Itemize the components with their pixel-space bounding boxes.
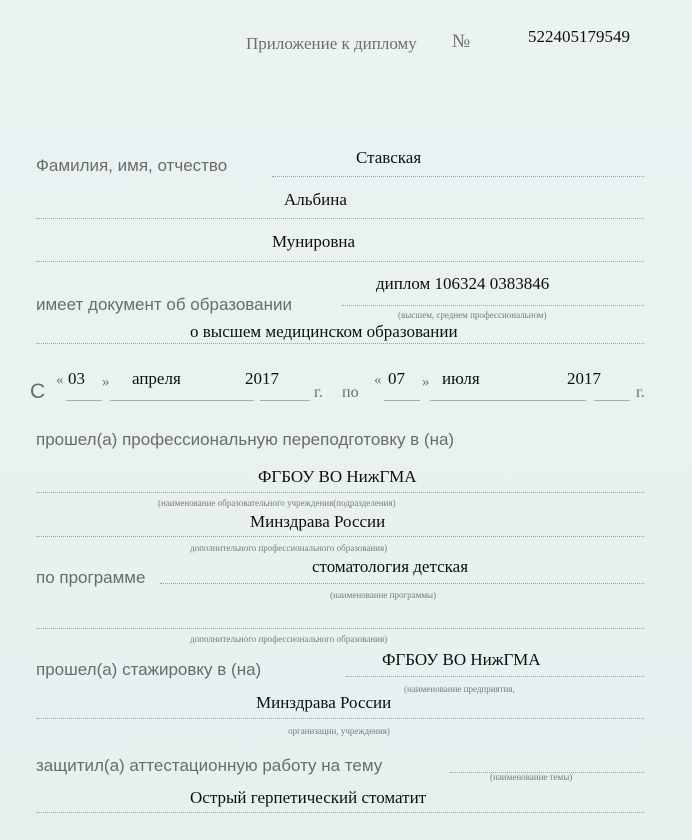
education-level: о высшем медицинском образовании <box>190 322 458 341</box>
fio-line-1 <box>272 176 644 177</box>
from-month-line <box>110 400 254 401</box>
diploma-number: 522405179549 <box>528 27 630 46</box>
first-name: Альбина <box>284 190 347 209</box>
retraining-hint-2: дополнительного профессионального образования) <box>190 543 388 553</box>
internship-hint-2: организации, учреждения) <box>288 726 390 736</box>
fio-label: Фамилия, имя, отчество <box>36 156 228 175</box>
from-day-quote-close: » <box>102 374 110 390</box>
to-day-line <box>384 400 420 401</box>
thesis-topic: Острый герпетический стоматит <box>190 788 427 807</box>
last-name: Ставская <box>356 148 422 167</box>
to-day-quote-open: « <box>374 372 382 388</box>
internship-line-1 <box>346 676 644 677</box>
period-prefix: С <box>30 380 46 403</box>
to-word: по <box>342 384 359 401</box>
to-year-suffix: г. <box>636 384 645 401</box>
internship-line-2 <box>36 718 644 719</box>
to-month-line <box>430 400 586 401</box>
retraining-line-2 <box>36 536 644 537</box>
internship-ministry: Минздрава России <box>256 693 392 712</box>
from-year-line <box>260 400 310 401</box>
education-label: имеет документ об образовании <box>36 295 292 314</box>
program-label: по программе <box>36 568 146 587</box>
internship-label: прошел(а) стажировку в (на) <box>36 660 262 679</box>
from-day: 03 <box>68 369 85 388</box>
from-year-suffix: г. <box>314 384 323 401</box>
from-year: 2017 <box>245 369 279 388</box>
thesis-label: защитил(а) аттестационную работу на тему <box>36 756 383 775</box>
fio-line-2 <box>36 218 644 219</box>
patronymic: Мунировна <box>272 232 356 251</box>
thesis-hint: (наименование темы) <box>490 772 573 782</box>
program-line-1 <box>160 583 644 584</box>
to-year-line <box>594 400 630 401</box>
fio-line-3 <box>36 261 644 262</box>
retraining-org: ФГБОУ ВО НижГМА <box>258 467 417 486</box>
retraining-line-1 <box>36 492 644 493</box>
program-hint-2: дополнительного профессионального образования) <box>190 634 388 644</box>
internship-hint-1: (наименование предприятия, <box>404 684 515 694</box>
program-line-2 <box>36 628 644 629</box>
internship-org: ФГБОУ ВО НижГМА <box>382 650 541 669</box>
from-day-line <box>66 400 102 401</box>
thesis-line-2 <box>36 812 644 813</box>
program-name: стоматология детская <box>312 557 469 576</box>
number-sign: № <box>452 31 471 52</box>
program-hint: (наименование программы) <box>330 590 437 600</box>
retraining-hint-1: (наименование образовательного учреждения(подразделения) <box>158 498 396 508</box>
to-month: июля <box>442 369 480 388</box>
to-year: 2017 <box>567 369 601 388</box>
retraining-ministry: Минздрава России <box>250 512 386 531</box>
education-line-2 <box>36 343 644 344</box>
education-line-1 <box>342 305 644 306</box>
to-day-quote-close: » <box>422 374 430 390</box>
retraining-label: прошел(а) профессиональную переподготовку в (на) <box>36 430 455 449</box>
from-month: апреля <box>132 369 181 388</box>
header-title: Приложение к диплому <box>246 34 417 53</box>
education-hint: (высшем, среднем профессиональном) <box>398 310 547 320</box>
to-day: 07 <box>388 369 405 388</box>
from-day-quote-open: « <box>56 372 64 388</box>
education-document: диплом 106324 0383846 <box>376 274 550 293</box>
